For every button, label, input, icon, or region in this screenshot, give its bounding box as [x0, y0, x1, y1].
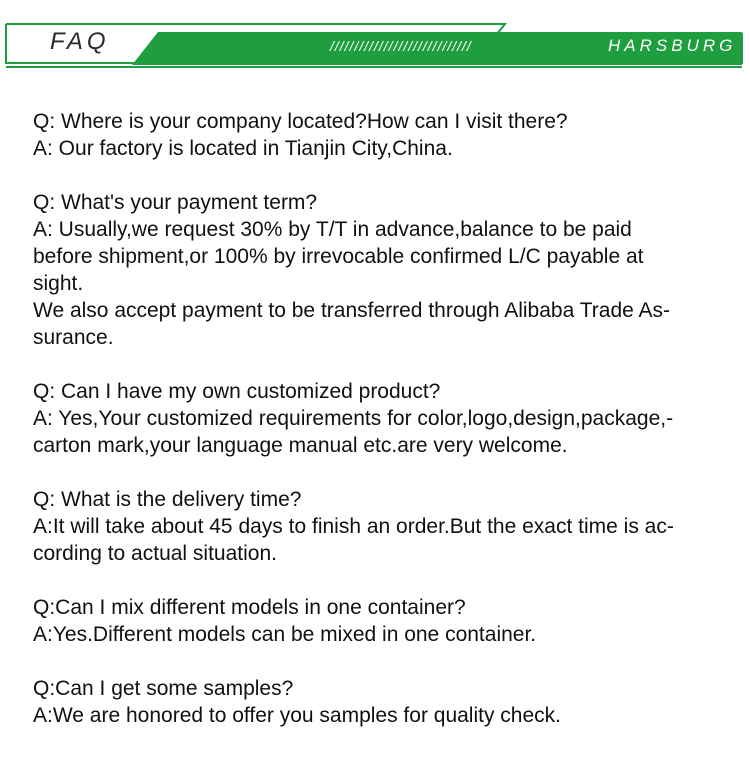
faq-item — [33, 486, 733, 567]
faq-answer-line: surance. — [33, 326, 114, 349]
faq-item — [33, 594, 733, 648]
faq-answer-line: A:Yes.Different models can be mixed in one container. — [33, 623, 537, 646]
faq-header-banner — [0, 0, 750, 80]
faq-answer-line: A:We are honored to offer you samples for quality check. — [33, 704, 562, 727]
faq-question: Q: What is the delivery time? — [33, 488, 302, 511]
faq-answer-line: We also accept payment to be transferred through Alibaba Trade As- — [33, 299, 670, 322]
faq-answer-line: before shipment,or 100% by irrevocable confirmed L/C payable at — [33, 245, 644, 268]
faq-answer-line: cording to actual situation. — [33, 542, 277, 565]
faq-answer-line: A: Our factory is located in Tianjin City,China. — [33, 137, 453, 160]
faq-answer-line: sight. — [33, 272, 84, 295]
faq-answer-line: A: Yes,Your customized requirements for color,logo,design,package,- — [33, 407, 674, 430]
faq-item — [33, 108, 733, 162]
faq-question: Q:Can I get some samples? — [33, 677, 294, 700]
header-stripes-decoration: ///////////////////////////// — [330, 38, 472, 54]
faq-answer-line: A: Usually,we request 30% by T/T in advance,balance to be paid — [33, 218, 632, 241]
faq-item — [33, 189, 733, 351]
brand-name: HARSBURG — [608, 36, 737, 55]
faq-answer-line: A:It will take about 45 days to finish an order.But the exact time is ac- — [33, 515, 674, 538]
faq-item — [33, 378, 733, 459]
faq-list — [33, 108, 733, 756]
faq-question: Q: Can I have my own customized product? — [33, 380, 441, 403]
faq-title: FAQ — [50, 28, 110, 55]
faq-question: Q: Where is your company located?How can I visit there? — [33, 110, 568, 133]
faq-question: Q:Can I mix different models in one container? — [33, 596, 466, 619]
faq-answer-line: carton mark,your language manual etc.are very welcome. — [33, 434, 568, 457]
faq-question: Q: What's your payment term? — [33, 191, 318, 214]
faq-item — [33, 675, 733, 729]
